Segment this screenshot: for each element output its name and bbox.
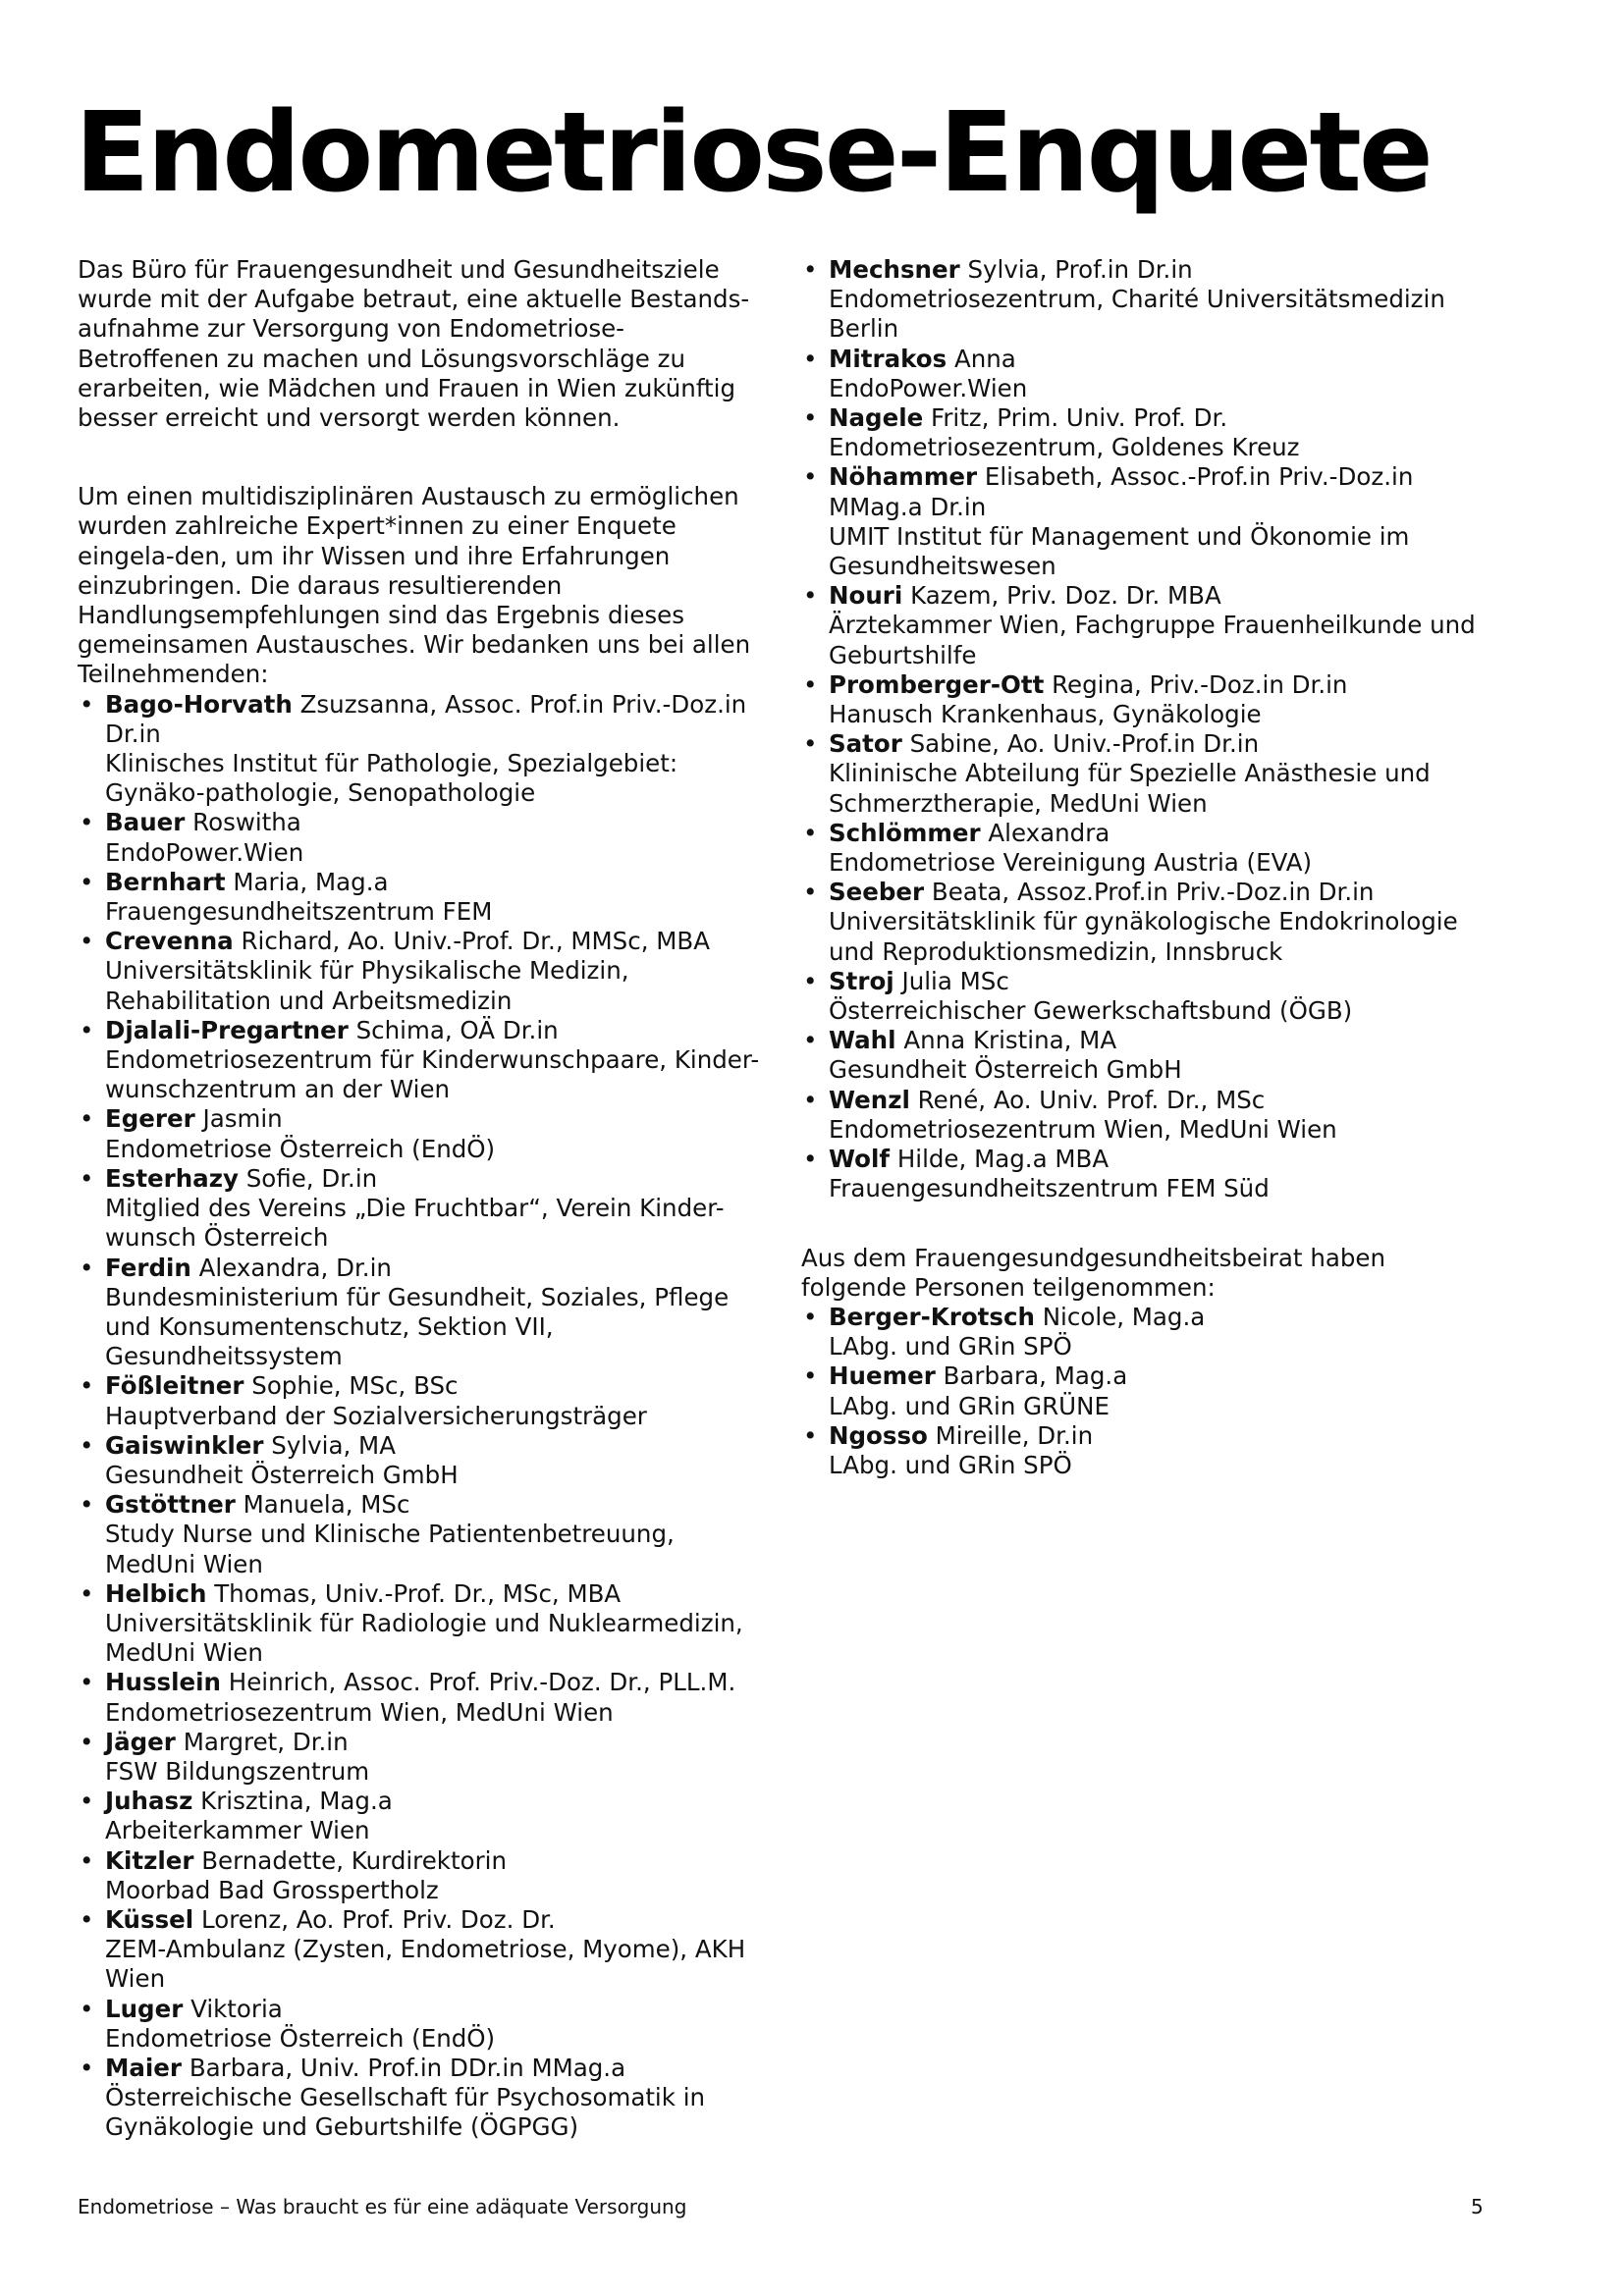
participant-item xyxy=(801,403,1489,462)
bullet-icon: • xyxy=(803,1362,818,1391)
participant-organization: Hanusch Krankenhaus, Gynäkologie xyxy=(829,700,1262,729)
participant-organization: Moorbad Bad Grosspertholz xyxy=(105,1875,439,1904)
participant-details: Elisabeth, Assoc.-Prof.in Priv.-Doz.in MMag.a Dr.in xyxy=(829,462,1414,521)
participant-item xyxy=(801,462,1489,581)
participant-item xyxy=(78,808,765,867)
participant-organization: LAbg. und GRin SPÖ xyxy=(829,1332,1072,1362)
page-number: 5 xyxy=(1471,2195,1484,2218)
participant-organization: Frauengesundheitszentrum FEM Süd xyxy=(829,1174,1270,1203)
participant-item xyxy=(78,1668,765,1727)
participant-details: Sylvia, MA xyxy=(271,1430,396,1460)
participant-details: Alexandra xyxy=(988,818,1110,847)
participant-item xyxy=(78,2054,765,2143)
bullet-icon: • xyxy=(80,808,94,837)
participant-organization: Österreichischer Gewerkschaftsbund (ÖGB) xyxy=(829,996,1353,1026)
participant-name: Stroj xyxy=(829,966,894,995)
bullet-icon: • xyxy=(80,1668,94,1697)
spacer xyxy=(78,433,765,482)
participant-name: Wenzl xyxy=(829,1085,910,1114)
participant-details: Barbara, Univ. Prof.in DDr.in MMag.a xyxy=(189,2053,626,2082)
participant-organization: Endometriose Österreich (EndÖ) xyxy=(105,2023,496,2053)
participant-organization: Mitglied des Vereins „Die Fruchtbar“, Verein Kinder-wunsch Österreich xyxy=(105,1194,725,1253)
participant-name: Mitrakos xyxy=(829,344,947,373)
participant-item xyxy=(78,1490,765,1579)
participant-details: Viktoria xyxy=(190,1994,283,2023)
participant-details: Barbara, Mag.a xyxy=(943,1362,1128,1391)
participant-name: Mechsner xyxy=(829,255,960,284)
participant-details: Bernadette, Kurdirektorin xyxy=(201,1845,507,1875)
participant-item xyxy=(78,1104,765,1163)
participant-organization: Endometriose Vereinigung Austria (EVA) xyxy=(829,848,1313,878)
participant-name: Promberger-Ott xyxy=(829,669,1045,699)
participant-item xyxy=(78,927,765,1016)
participant-item xyxy=(801,819,1489,878)
participant-details: Julia MSc xyxy=(901,966,1009,995)
page-title: Endometriose-Enquete xyxy=(75,89,1431,217)
bullet-icon: • xyxy=(80,1904,94,1934)
participant-organization: Gesundheit Österreich GmbH xyxy=(829,1055,1182,1085)
participant-organization: Endometriosezentrum Wien, MedUni Wien xyxy=(105,1697,614,1727)
bullet-icon: • xyxy=(80,1727,94,1756)
bullet-icon: • xyxy=(80,1430,94,1460)
participant-name: Juhasz xyxy=(105,1787,193,1816)
participant-details: Krisztina, Mag.a xyxy=(200,1787,393,1816)
participant-item xyxy=(801,255,1489,345)
participant-organization: Gesundheit Österreich GmbH xyxy=(105,1460,459,1489)
participant-name: Bago-Horvath xyxy=(105,689,293,719)
participant-organization: FSW Bildungszentrum xyxy=(105,1756,370,1786)
participant-organization: LAbg. und GRin SPÖ xyxy=(829,1450,1072,1479)
bullet-icon: • xyxy=(803,669,818,699)
bullet-icon: • xyxy=(80,1253,94,1282)
participant-item xyxy=(78,1728,765,1787)
participant-details: Kazem, Priv. Doz. Dr. MBA xyxy=(910,581,1221,611)
bullet-icon: • xyxy=(803,403,818,433)
participant-name: Ferdin xyxy=(105,1253,191,1282)
spacer xyxy=(801,1204,1489,1244)
participant-details: Sabine, Ao. Univ.-Prof.in Dr.in xyxy=(909,729,1260,759)
participant-details: Regina, Priv.-Doz.in Dr.in xyxy=(1052,669,1348,699)
participant-details: Sylvia, Prof.in Dr.in xyxy=(967,255,1193,284)
bullet-icon: • xyxy=(803,818,818,847)
participant-item xyxy=(78,868,765,927)
participant-organization: Klinisches Institut für Pathologie, Spezialgebiet: Gynäko-pathologie, Senopathologie xyxy=(105,749,678,808)
participant-name: Schlömmer xyxy=(829,818,981,847)
participant-details: Roswitha xyxy=(192,808,301,837)
participant-list-left xyxy=(78,690,765,2143)
participant-name: Djalali-Pregartner xyxy=(105,1015,349,1044)
participant-item xyxy=(801,878,1489,967)
right-column xyxy=(801,255,1489,1480)
intro-paragraph-1: Das Büro für Frauengesundheit und Gesundheitsziele wurde mit der Aufgabe betraut, eine aktuelle Bestands-aufnahme zur Versorgung von Endometriose-Betroffenen zu machen und Lösungsvorschläge zu erarbeiten, wie Mädchen und Frauen in Wien zukünftig besser erreicht und versorgt werden können. xyxy=(78,255,750,433)
participant-name: Kitzler xyxy=(105,1845,194,1875)
participant-organization: EndoPower.Wien xyxy=(105,837,304,867)
bullet-icon: • xyxy=(803,344,818,373)
participant-item xyxy=(78,690,765,809)
participant-details: Lorenz, Ao. Prof. Priv. Doz. Dr. xyxy=(200,1904,556,1934)
participant-details: Anna Kristina, MA xyxy=(903,1026,1117,1055)
bullet-icon: • xyxy=(80,1104,94,1134)
participant-name: Nouri xyxy=(829,581,903,611)
bullet-icon: • xyxy=(803,1420,818,1450)
participant-item xyxy=(78,1787,765,1845)
participant-organization: Universitätsklinik für Physikalische Medizin, Rehabilitation und Arbeitsmedizin xyxy=(105,956,629,1015)
participant-organization: Endometriosezentrum für Kinderwunschpaare, Kinder-wunschzentrum an der Wien xyxy=(105,1045,760,1104)
participant-item xyxy=(78,1254,765,1372)
participant-details: Sofie, Dr.in xyxy=(245,1163,378,1193)
participant-name: Huemer xyxy=(829,1362,936,1391)
participant-organization: LAbg. und GRin GRÜNE xyxy=(829,1391,1110,1420)
participant-organization: Hauptverband der Sozialversicherungsträger xyxy=(105,1401,647,1430)
participant-item xyxy=(801,581,1489,670)
participant-item xyxy=(78,1164,765,1254)
participant-item xyxy=(78,1846,765,1905)
participant-name: Husslein xyxy=(105,1668,221,1697)
participant-name: Maier xyxy=(105,2053,183,2082)
bullet-icon: • xyxy=(80,1163,94,1193)
participant-name: Nöhammer xyxy=(829,462,978,492)
bullet-icon: • xyxy=(80,1015,94,1044)
intro-paragraph-2: Um einen multidisziplinären Austausch zu ermöglichen wurden zahlreiche Expert*innen zu einer Enquete eingela-den, um ihr Wissen und ihre Erfahrungen einzubringen. Die daraus resultierenden Handlungsempfehlungen sind das Ergebnis dieses gemeinsamen Austausches. Wir bedanken uns bei allen Teilnehmenden: xyxy=(78,482,751,689)
participant-organization: Endometriosezentrum, Goldenes Kreuz xyxy=(829,433,1300,462)
participant-name: Crevenna xyxy=(105,927,234,956)
bullet-icon: • xyxy=(80,1371,94,1401)
bullet-icon: • xyxy=(80,927,94,956)
participant-details: Manuela, MSc xyxy=(243,1490,410,1520)
bullet-icon: • xyxy=(80,2053,94,2082)
participant-organization: ZEM-Ambulanz (Zysten, Endometriose, Myome), AKH Wien xyxy=(105,1935,746,1994)
bullet-icon: • xyxy=(80,689,94,719)
participant-item xyxy=(801,1421,1489,1480)
bullet-icon: • xyxy=(80,1845,94,1875)
participant-details: Mireille, Dr.in xyxy=(935,1420,1094,1450)
participant-organization: Endometriosezentrum Wien, MedUni Wien xyxy=(829,1114,1337,1144)
bullet-icon: • xyxy=(803,1085,818,1114)
participant-details: Anna xyxy=(953,344,1016,373)
participant-item xyxy=(801,1303,1489,1362)
participant-item xyxy=(78,1579,765,1669)
participant-name: Gaiswinkler xyxy=(105,1430,264,1460)
participant-name: Seeber xyxy=(829,878,925,907)
participant-name: Nagele xyxy=(829,403,924,433)
participant-details: Sophie, MSc, BSc xyxy=(251,1371,459,1401)
participant-item xyxy=(801,1145,1489,1203)
participant-details: Jasmin xyxy=(202,1104,283,1134)
participant-name: Fößleitner xyxy=(105,1371,244,1401)
participant-details: Zsuzsanna, Assoc. Prof.in Priv.-Doz.in Dr.in xyxy=(105,689,747,748)
participant-details: Maria, Mag.a xyxy=(233,867,389,896)
participant-name: Ngosso xyxy=(829,1420,928,1450)
participant-details: Beata, Assoz.Prof.in Priv.-Doz.in Dr.in xyxy=(931,878,1375,907)
participant-organization: Endometriosezentrum, Charité Universitätsmedizin Berlin xyxy=(829,285,1445,344)
participant-details: Richard, Ao. Univ.-Prof. Dr., MMSc, MBA xyxy=(241,927,710,956)
participant-organization: Bundesministerium für Gesundheit, Soziales, Pflege und Konsumentenschutz, Sektion VII, Gesundheitssystem xyxy=(105,1282,730,1371)
participant-item xyxy=(801,1362,1489,1420)
participant-item xyxy=(801,1026,1489,1085)
participant-details: Alexandra, Dr.in xyxy=(198,1253,392,1282)
participant-name: Esterhazy xyxy=(105,1163,239,1193)
bullet-icon: • xyxy=(80,1490,94,1520)
participant-item xyxy=(78,1431,765,1490)
participant-name: Helbich xyxy=(105,1578,207,1608)
footer-text: Endometriose – Was braucht es für eine adäquate Versorgung xyxy=(78,2195,687,2218)
participant-details: Margret, Dr.in xyxy=(183,1727,349,1756)
participant-name: Luger xyxy=(105,1994,184,2023)
beirat-list xyxy=(801,1303,1489,1480)
participant-name: Berger-Krotsch xyxy=(829,1302,1035,1331)
participant-item xyxy=(78,1016,765,1105)
bullet-icon: • xyxy=(803,1302,818,1331)
participant-organization: UMIT Institut für Management und Ökonomie im Gesundheitswesen xyxy=(829,521,1410,581)
participant-name: Egerer xyxy=(105,1104,195,1134)
participant-item xyxy=(801,967,1489,1026)
participant-organization: Endometriose Österreich (EndÖ) xyxy=(105,1134,496,1163)
participant-item xyxy=(801,1086,1489,1145)
participant-item xyxy=(801,729,1489,819)
participant-details: Schima, OÄ Dr.in xyxy=(355,1015,559,1044)
participant-item xyxy=(78,1995,765,2054)
participant-details: Hilde, Mag.a MBA xyxy=(896,1145,1110,1174)
bullet-icon: • xyxy=(803,1026,818,1055)
participant-details: Nicole, Mag.a xyxy=(1042,1302,1206,1331)
participant-organization: EndoPower.Wien xyxy=(829,373,1028,402)
participant-organization: Universitätsklinik für gynäkologische Endokrinologie und Reproduktionsmedizin, Innsbruck xyxy=(829,907,1458,966)
participant-name: Wolf xyxy=(829,1145,891,1174)
participant-organization: Universitätsklinik für Radiologie und Nuklearmedizin, MedUni Wien xyxy=(105,1608,743,1668)
bullet-icon: • xyxy=(803,1145,818,1174)
participant-organization: Study Nurse und Klinische Patientenbetreuung, MedUni Wien xyxy=(105,1520,675,1578)
bullet-icon: • xyxy=(803,462,818,492)
participant-details: Fritz, Prim. Univ. Prof. Dr. xyxy=(931,403,1228,433)
bullet-icon: • xyxy=(803,966,818,995)
participant-name: Gstöttner xyxy=(105,1490,236,1520)
participant-organization: Österreichische Gesellschaft für Psychosomatik in Gynäkologie und Geburtshilfe (ÖGPGG) xyxy=(105,2083,706,2142)
participant-organization: Ärztekammer Wien, Fachgruppe Frauenheilkunde und Geburtshilfe xyxy=(829,611,1476,669)
bullet-icon: • xyxy=(80,1578,94,1608)
bullet-icon: • xyxy=(80,867,94,896)
bullet-icon: • xyxy=(803,581,818,611)
participant-item xyxy=(78,1371,765,1430)
bullet-icon: • xyxy=(803,729,818,759)
participant-name: Bauer xyxy=(105,808,186,837)
bullet-icon: • xyxy=(80,1787,94,1816)
participant-item xyxy=(78,1905,765,1995)
participant-details: Thomas, Univ.-Prof. Dr., MSc, MBA xyxy=(214,1578,622,1608)
participant-organization: Klininische Abteilung für Spezielle Anästhesie und Schmerztherapie, MedUni Wien xyxy=(829,759,1431,818)
bullet-icon: • xyxy=(803,878,818,907)
participant-organization: Arbeiterkammer Wien xyxy=(105,1816,370,1845)
participant-item xyxy=(801,345,1489,403)
participant-organization: Frauengesundheitszentrum FEM xyxy=(105,897,493,927)
participant-name: Jäger xyxy=(105,1727,176,1756)
beirat-intro: Aus dem Frauengesundgesundheitsbeirat haben folgende Personen teilgenommen: xyxy=(801,1243,1386,1302)
participant-details: René, Ao. Univ. Prof. Dr., MSc xyxy=(917,1085,1266,1114)
participant-name: Wahl xyxy=(829,1026,896,1055)
left-column xyxy=(78,255,765,2143)
participant-name: Bernhart xyxy=(105,867,226,896)
participant-details: Heinrich, Assoc. Prof. Priv.-Doz. Dr., PLL.M. xyxy=(228,1668,736,1697)
participant-name: Sator xyxy=(829,729,902,759)
bullet-icon: • xyxy=(803,255,818,284)
bullet-icon: • xyxy=(80,1994,94,2023)
participant-name: Küssel xyxy=(105,1904,194,1934)
participant-item xyxy=(801,670,1489,729)
participant-list-right xyxy=(801,255,1489,1204)
